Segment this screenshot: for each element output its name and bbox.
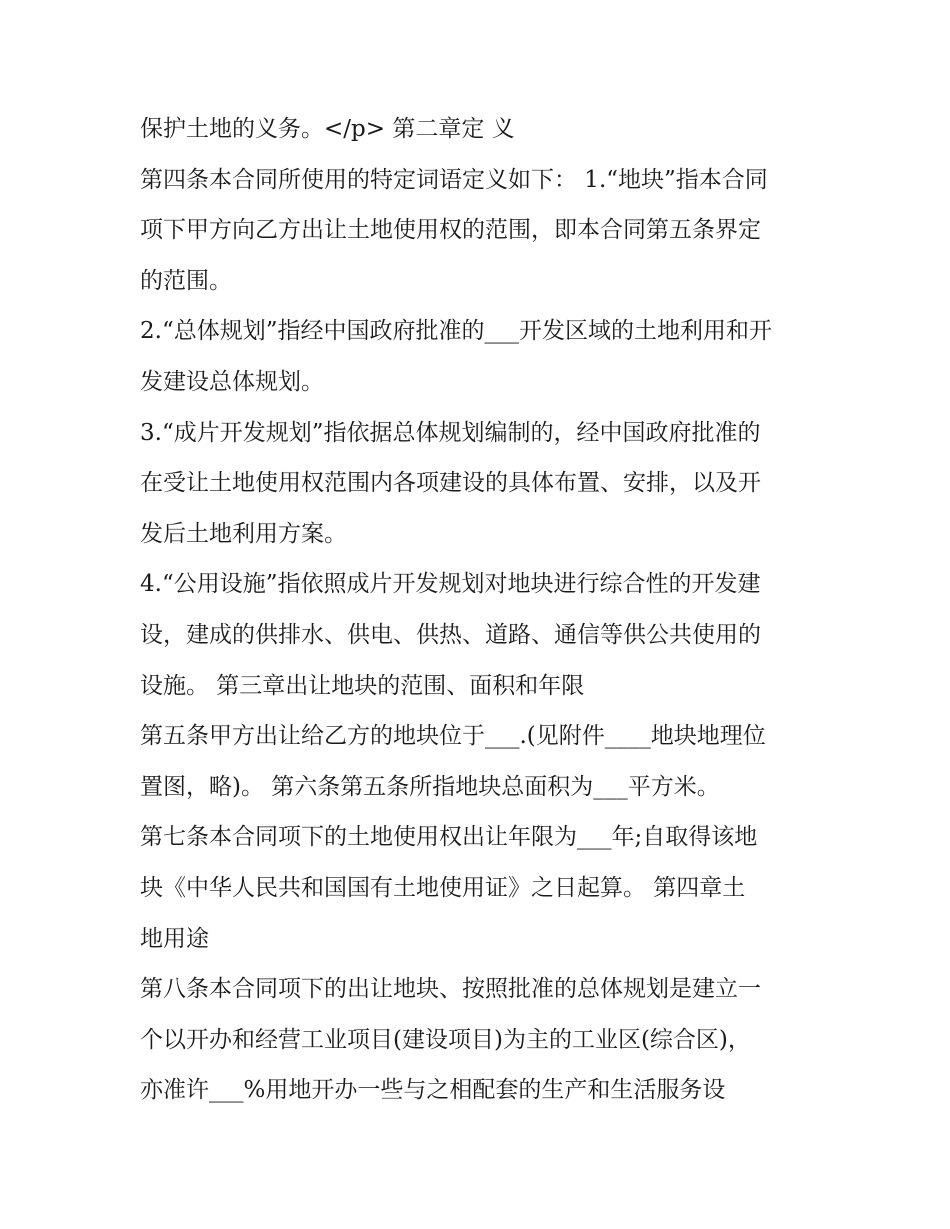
text-line: 设施。 第三章出让地块的范围、面积和年限	[140, 672, 585, 699]
text-line: 在受让土地使用权范围内各项建设的具体布置、安排，以及开	[140, 470, 761, 497]
text-line: 项下甲方向乙方出让土地使用权的范围，即本合同第五条界定	[140, 217, 761, 244]
text-line: 亦准许___%用地开办一些与之相配套的生产和生活服务设	[140, 1077, 726, 1104]
text-line: 第七条本合同项下的土地使用权出让年限为___年;自取得该地	[140, 824, 758, 851]
text-line: 第五条甲方出让给乙方的地块位于___.(见附件____地块地理位	[140, 723, 766, 750]
text-line: 个以开办和经营工业项目(建设项目)为主的工业区(综合区)，	[140, 1026, 751, 1053]
text-line: 的范围。	[140, 267, 232, 294]
text-line: 设，建成的供排水、供电、供热、道路、通信等供公共使用的	[140, 621, 761, 648]
text-line: 地用途	[140, 925, 209, 952]
document-body	[140, 104, 830, 1116]
text-line: 保护土地的义务。</p> 第二章定 义	[140, 116, 515, 142]
text-line: 发后土地利用方案。	[140, 520, 347, 547]
text-line: 第四条本合同所使用的特定词语定义如下： 1.“地块”指本合同	[140, 166, 768, 193]
text-line: 发建设总体规划。	[140, 368, 324, 395]
text-line: 4.“公用设施”指依照成片开发规划对地块进行综合性的开发建	[140, 571, 761, 598]
text-line: 第八条本合同项下的出让地块、按照批准的总体规划是建立一	[140, 976, 761, 1003]
text-line: 2.“总体规划”指经中国政府批准的___开发区域的土地利用和开	[140, 318, 772, 345]
text-line: 3.“成片开发规划”指依据总体规划编制的，经中国政府批准的	[140, 419, 761, 446]
text-line: 置图，略)。 第六条第五条所指地块总面积为___平方米。	[140, 773, 720, 800]
text-line: 块《中华人民共和国国有土地使用证》之日起算。 第四章土	[140, 874, 746, 901]
